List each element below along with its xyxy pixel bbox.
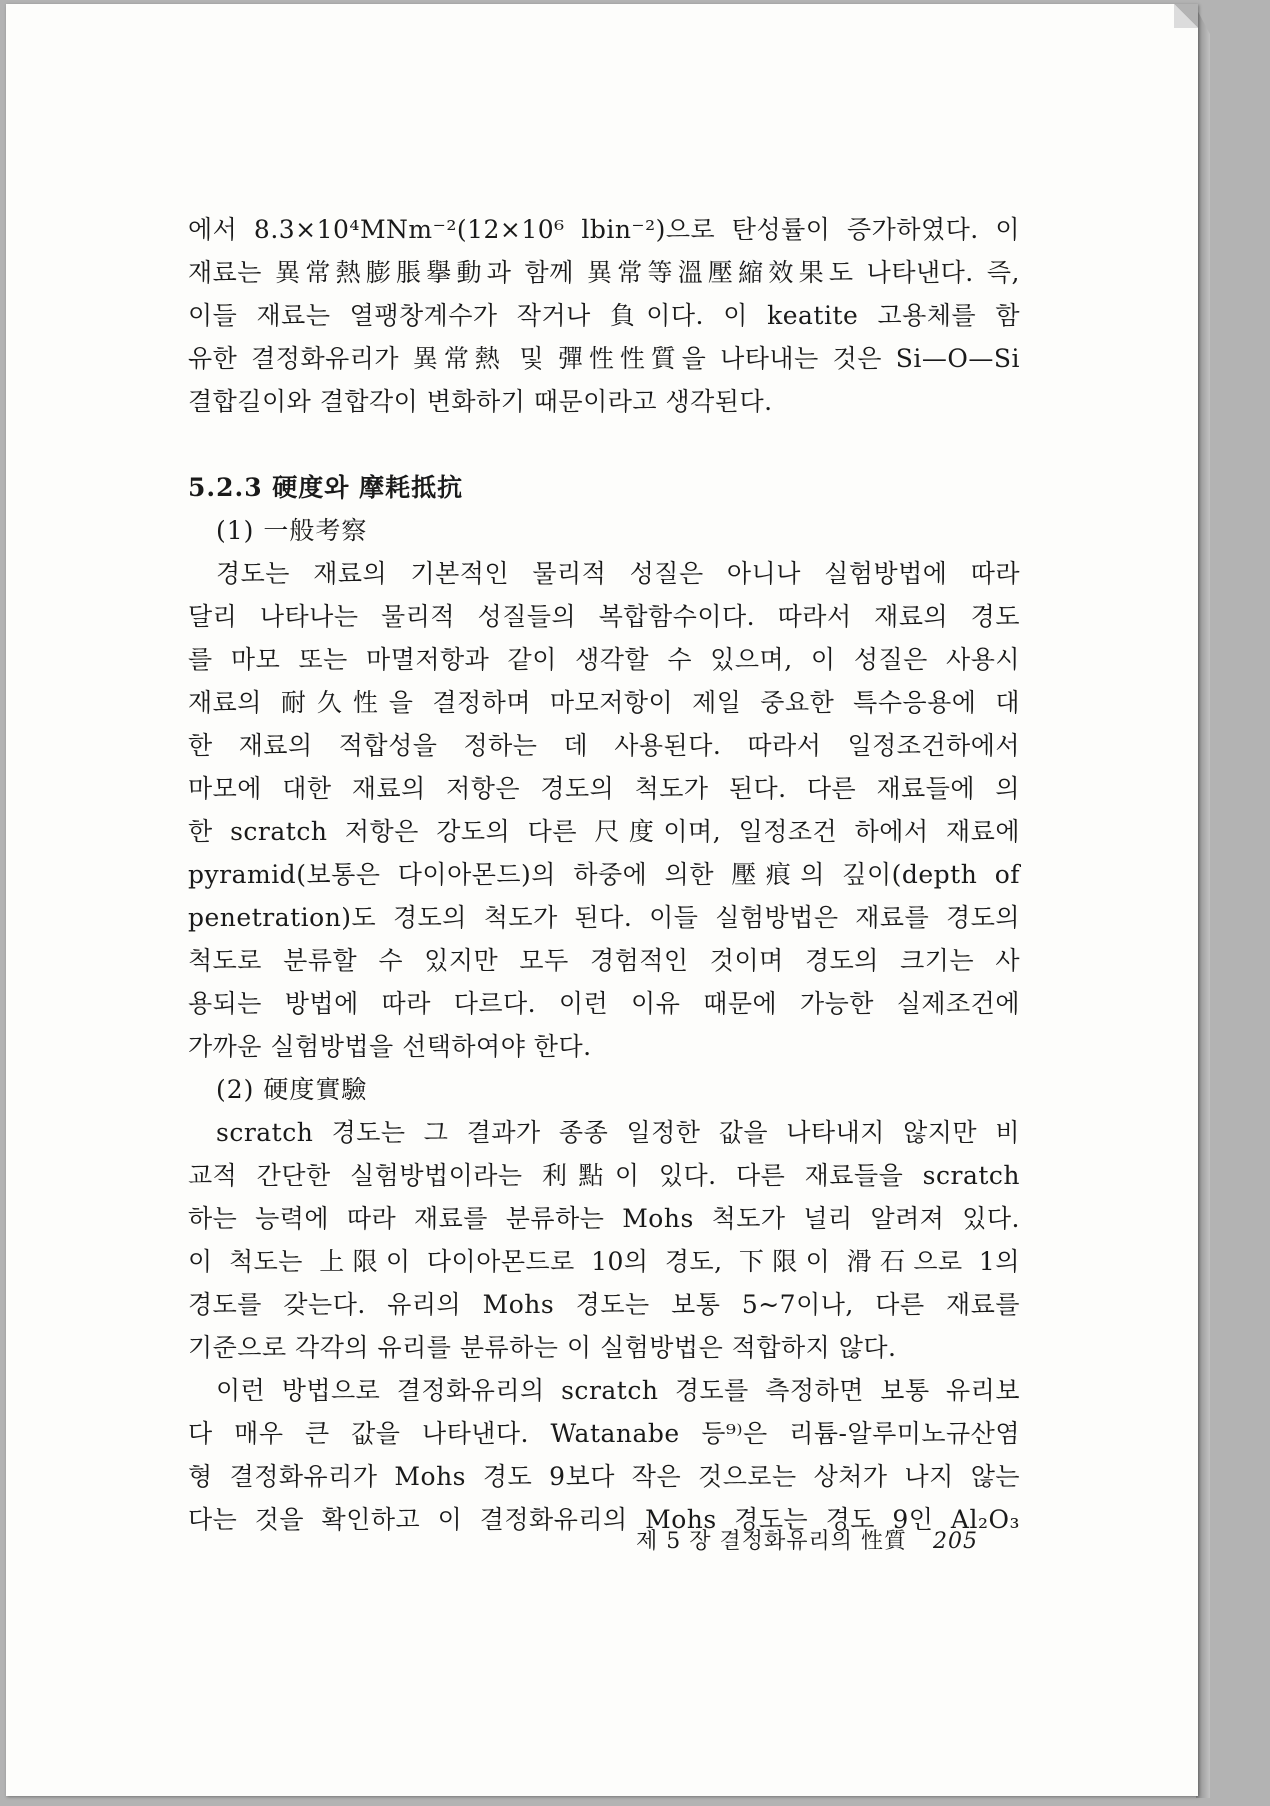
text-line: 이 척도는 上限이 다이아몬드로 10의 경도, 下限이 滑石으로 1의 bbox=[188, 1247, 1020, 1276]
text-line: 다 매우 큰 값을 나타낸다. Watanabe 등⁹⁾은 리튬-알루미노규산염 bbox=[188, 1419, 1020, 1448]
text-line: 용되는 방법에 따라 다르다. 이런 이유 때문에 가능한 실제조건에 bbox=[188, 989, 1020, 1018]
footer-chapter-title: 제 5 장 결정화유리의 性質 bbox=[636, 1529, 907, 1554]
subheading-general: (1) 一般考察 bbox=[216, 516, 368, 545]
subheading-experiment: (2) 硬度實驗 bbox=[216, 1075, 368, 1104]
page-number: 205 bbox=[933, 1529, 978, 1554]
text-line: 하는 능력에 따라 재료를 분류하는 Mohs 척도가 널리 알려져 있다. bbox=[188, 1204, 1020, 1233]
text-line: 척도로 분류할 수 있지만 모두 경험적인 것이며 경도의 크기는 사 bbox=[188, 946, 1020, 975]
paragraph-top bbox=[188, 208, 1020, 423]
text-line: 다는 것을 확인하고 이 결정화유리의 Mohs 경도는 경도 9인 Al₂O₃ bbox=[188, 1505, 1020, 1534]
text-line: 한 scratch 저항은 강도의 다른 尺度이며, 일정조건 하에서 재료에 bbox=[188, 817, 1020, 846]
text-line: 이들 재료는 열팽창계수가 작거나 負이다. 이 keatite 고용체를 함 bbox=[188, 301, 1020, 330]
paragraph-experiment bbox=[188, 1111, 1020, 1369]
text-line: 에서 8.3×10⁴MNm⁻²(12×10⁶ lbin⁻²)으로 탄성률이 증가하였다. 이 bbox=[188, 215, 1020, 244]
text-line: pyramid(보통은 다이아몬드)의 하중에 의한 壓痕의 깊이(depth of bbox=[188, 860, 1020, 889]
text-line: scratch 경도는 그 결과가 종종 일정한 값을 나타내지 않지만 비 bbox=[216, 1118, 1020, 1147]
paragraph-general bbox=[188, 552, 1020, 1068]
page-body-text bbox=[188, 208, 1020, 1541]
text-line: 달리 나타나는 물리적 성질들의 복합함수이다. 따라서 재료의 경도 bbox=[188, 602, 1020, 631]
text-line: 유한 결정화유리가 異常熱 및 彈性性質을 나타내는 것은 Si—O—Si bbox=[188, 344, 1020, 373]
text-line: 한 재료의 적합성을 정하는 데 사용된다. 따라서 일정조건하에서 bbox=[188, 731, 1020, 760]
page-edge-shadow bbox=[1196, 8, 1210, 1798]
text-line: 재료는 異常熱膨脹擧動과 함께 異常等溫壓縮效果도 나타낸다. 즉, bbox=[188, 258, 1020, 287]
text-line: 기준으로 각각의 유리를 분류하는 이 실험방법은 적합하지 않다. bbox=[188, 1333, 897, 1362]
text-line: 형 결정화유리가 Mohs 경도 9보다 작은 것으로는 상처가 나지 않는 bbox=[188, 1462, 1020, 1491]
text-line: 가까운 실험방법을 선택하여야 한다. bbox=[188, 1032, 592, 1061]
text-line: penetration)도 경도의 척도가 된다. 이들 실험방법은 재료를 경도의 bbox=[188, 903, 1020, 932]
running-footer bbox=[636, 1524, 1016, 1555]
text-line: 재료의 耐久性을 결정하며 마모저항이 제일 중요한 특수응용에 대 bbox=[188, 688, 1020, 717]
text-line: 마모에 대한 재료의 저항은 경도의 척도가 된다. 다른 재료들에 의 bbox=[188, 774, 1020, 803]
text-line: 교적 간단한 실험방법이라는 利點이 있다. 다른 재료들을 scratch bbox=[188, 1161, 1020, 1190]
paragraph-watanabe bbox=[188, 1369, 1020, 1541]
text-line: 를 마모 또는 마멸저항과 같이 생각할 수 있으며, 이 성질은 사용시 bbox=[188, 645, 1020, 674]
text-line: 경도를 갖는다. 유리의 Mohs 경도는 보통 5~7이나, 다른 재료를 bbox=[188, 1290, 1020, 1319]
text-line: 경도는 재료의 기본적인 물리적 성질은 아니나 실험방법에 따라 bbox=[216, 559, 1020, 588]
section-heading: 5.2.3 硬度와 摩耗抵抗 bbox=[188, 473, 464, 502]
text-line: 결합길이와 결합각이 변화하기 때문이라고 생각된다. bbox=[188, 387, 773, 416]
page-corner-fold bbox=[1174, 4, 1198, 28]
text-line: 이런 방법으로 결정화유리의 scratch 경도를 측정하면 보통 유리보 bbox=[216, 1376, 1020, 1405]
